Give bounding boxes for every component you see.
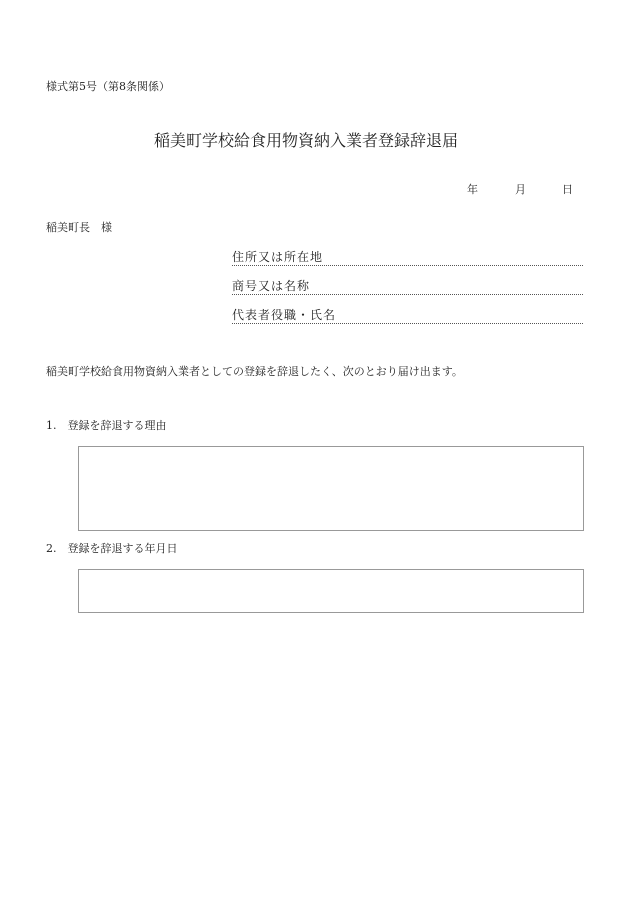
representative-label: 代表者役職・氏名 [232,308,337,322]
item-2-label: 2. 登録を辞退する年月日 [46,542,178,555]
withdrawal-date-input-box[interactable] [78,569,584,613]
address-field[interactable] [232,250,583,266]
form-number: 様式第5号（第8条関係） [46,80,170,93]
address-label: 住所又は所在地 [232,250,324,264]
item-1-label: 1. 登録を辞退する理由 [46,419,167,432]
date-year-label: 年 [467,183,478,196]
company-name-label: 商号又は名称 [232,279,311,293]
addressee: 稲美町長 様 [46,221,112,234]
statement: 稲美町学校給食用物資納入業者としての登録を辞退したく、次のとおり届け出ます。 [46,365,463,378]
representative-field[interactable] [232,308,583,324]
document-title: 稲美町学校給食用物資納入業者登録辞退届 [153,131,458,150]
reason-input-box[interactable] [78,446,584,531]
company-name-field[interactable] [232,279,583,295]
date-month-label: 月 [515,183,526,196]
date-day-label: 日 [562,183,573,196]
